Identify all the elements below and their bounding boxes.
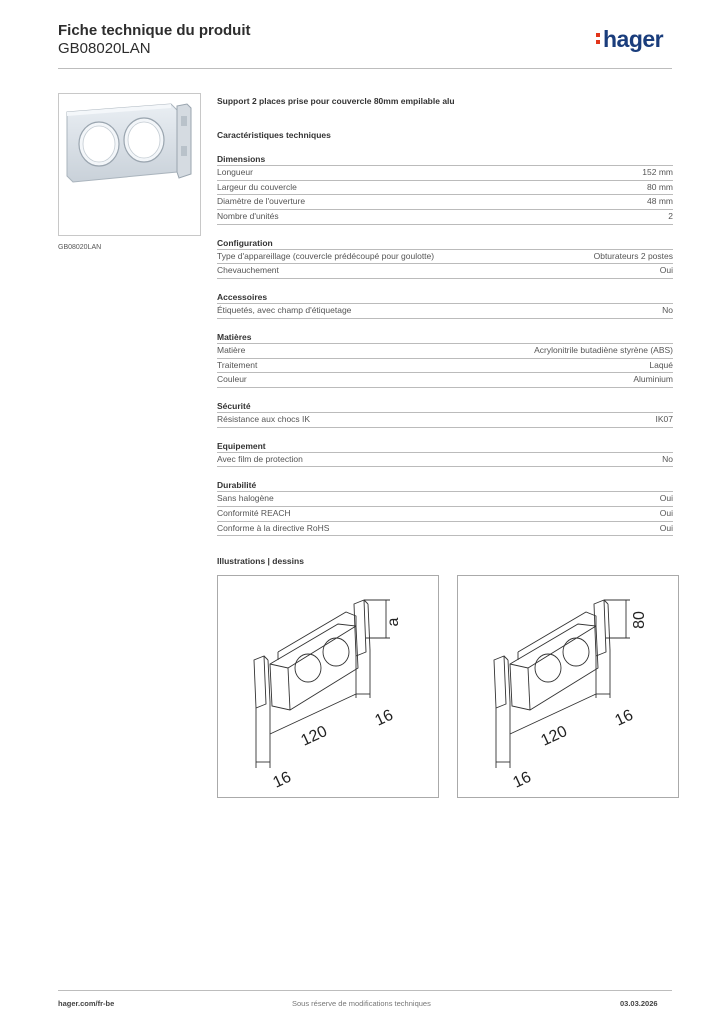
dim-end-label: 16 (510, 768, 534, 792)
dim-side-label: 16 (612, 706, 636, 730)
spec-label: Avec film de protection (217, 453, 303, 464)
illustrations-title: Illustrations | dessins (217, 556, 304, 566)
product-description: Support 2 places prise pour couvercle 80mm empilable alu (217, 96, 455, 106)
spec-row (217, 166, 673, 181)
footer-date: 03.03.2026 (620, 999, 658, 1008)
spec-row (217, 344, 673, 359)
section-title: Configuration (217, 238, 673, 250)
section-title: Sécurité (217, 401, 673, 413)
spec-label: Conformité REACH (217, 507, 291, 518)
spec-label: Couleur (217, 374, 247, 385)
spec-row (217, 250, 673, 265)
logo-text: hager (603, 26, 664, 52)
spec-label: Longueur (217, 167, 253, 177)
footer-notice: Sous réserve de modifications techniques (292, 999, 431, 1008)
section-dimensions (217, 154, 673, 225)
spec-value: Obturateurs 2 postes (593, 250, 673, 261)
spec-row (217, 453, 673, 468)
spec-row (217, 181, 673, 196)
spec-content (217, 96, 673, 536)
section-title: Dimensions (217, 154, 673, 166)
spec-value: 80 mm (647, 181, 673, 192)
spec-label: Conforme à la directive RoHS (217, 522, 330, 533)
section-title: Durabilité (217, 480, 673, 492)
spec-label: Largeur du couvercle (217, 181, 297, 192)
spec-row (217, 210, 673, 225)
section-configuration (217, 238, 673, 279)
spec-label: Traitement (217, 359, 258, 370)
tech-characteristics-title: Caractéristiques techniques (217, 130, 331, 140)
section-title: Matières (217, 332, 673, 344)
spec-label: Résistance aux chocs IK (217, 413, 311, 424)
footer-divider (58, 990, 672, 991)
section-title: Accessoires (217, 292, 673, 304)
section-matieres (217, 332, 673, 388)
spec-row (217, 522, 673, 537)
spec-row (217, 359, 673, 374)
dim-side-label: 16 (372, 706, 396, 730)
spec-row (217, 492, 673, 507)
spec-value: IK07 (655, 413, 673, 424)
spec-label: Nombre d'unités (217, 211, 279, 222)
header-divider (58, 68, 672, 69)
spec-label: Chevauchement (217, 265, 279, 276)
spec-value: Oui (659, 507, 673, 518)
section-durabilite (217, 480, 673, 536)
spec-value: No (662, 453, 673, 464)
product-reference: GB08020LAN (58, 40, 151, 57)
spec-value: 152 mm (642, 167, 673, 177)
dim-end-label: 16 (270, 768, 294, 792)
spec-row (217, 413, 673, 428)
section-accessoires (217, 292, 673, 319)
page-title: Fiche technique du produit (58, 22, 251, 39)
spec-value: 48 mm (647, 196, 673, 207)
spec-value: Oui (659, 493, 673, 504)
technical-drawing-1 (217, 575, 439, 798)
spec-value: Oui (659, 522, 673, 533)
spec-value: No (662, 305, 673, 316)
section-title: Equipement (217, 441, 673, 453)
technical-drawing-2 (457, 575, 679, 798)
spec-row (217, 264, 673, 279)
spec-label: Matière (217, 344, 246, 355)
spec-value: Aluminium (633, 374, 673, 385)
spec-row (217, 507, 673, 522)
spec-row (217, 373, 673, 388)
spec-row (217, 304, 673, 319)
section-equipement (217, 441, 673, 468)
spec-label: Sans halogène (217, 493, 274, 504)
spec-value: 2 (668, 211, 673, 222)
dim-height-label: a (385, 617, 402, 627)
photo-caption: GB08020LAN (58, 244, 102, 251)
hager-logo (596, 26, 663, 53)
logo-dots-icon (596, 33, 600, 47)
dim-height-label: 80 (631, 611, 648, 629)
spec-label: Diamètre de l'ouverture (217, 196, 306, 207)
dim-width-label: 120 (538, 722, 570, 750)
footer-website-link[interactable]: hager.com/fr-be (58, 999, 115, 1008)
spec-label: Type d'appareillage (couvercle prédécoupé pour goulotte) (217, 250, 435, 261)
spec-row (217, 195, 673, 210)
spec-value: Acrylonitrile butadiène styrène (ABS) (534, 344, 673, 355)
spec-value: Laqué (649, 359, 673, 370)
spec-label: Étiquetés, avec champ d'étiquetage (217, 305, 352, 316)
product-photo (58, 93, 201, 236)
spec-value: Oui (659, 265, 673, 276)
section-securite (217, 401, 673, 428)
dim-width-label: 120 (298, 722, 330, 750)
